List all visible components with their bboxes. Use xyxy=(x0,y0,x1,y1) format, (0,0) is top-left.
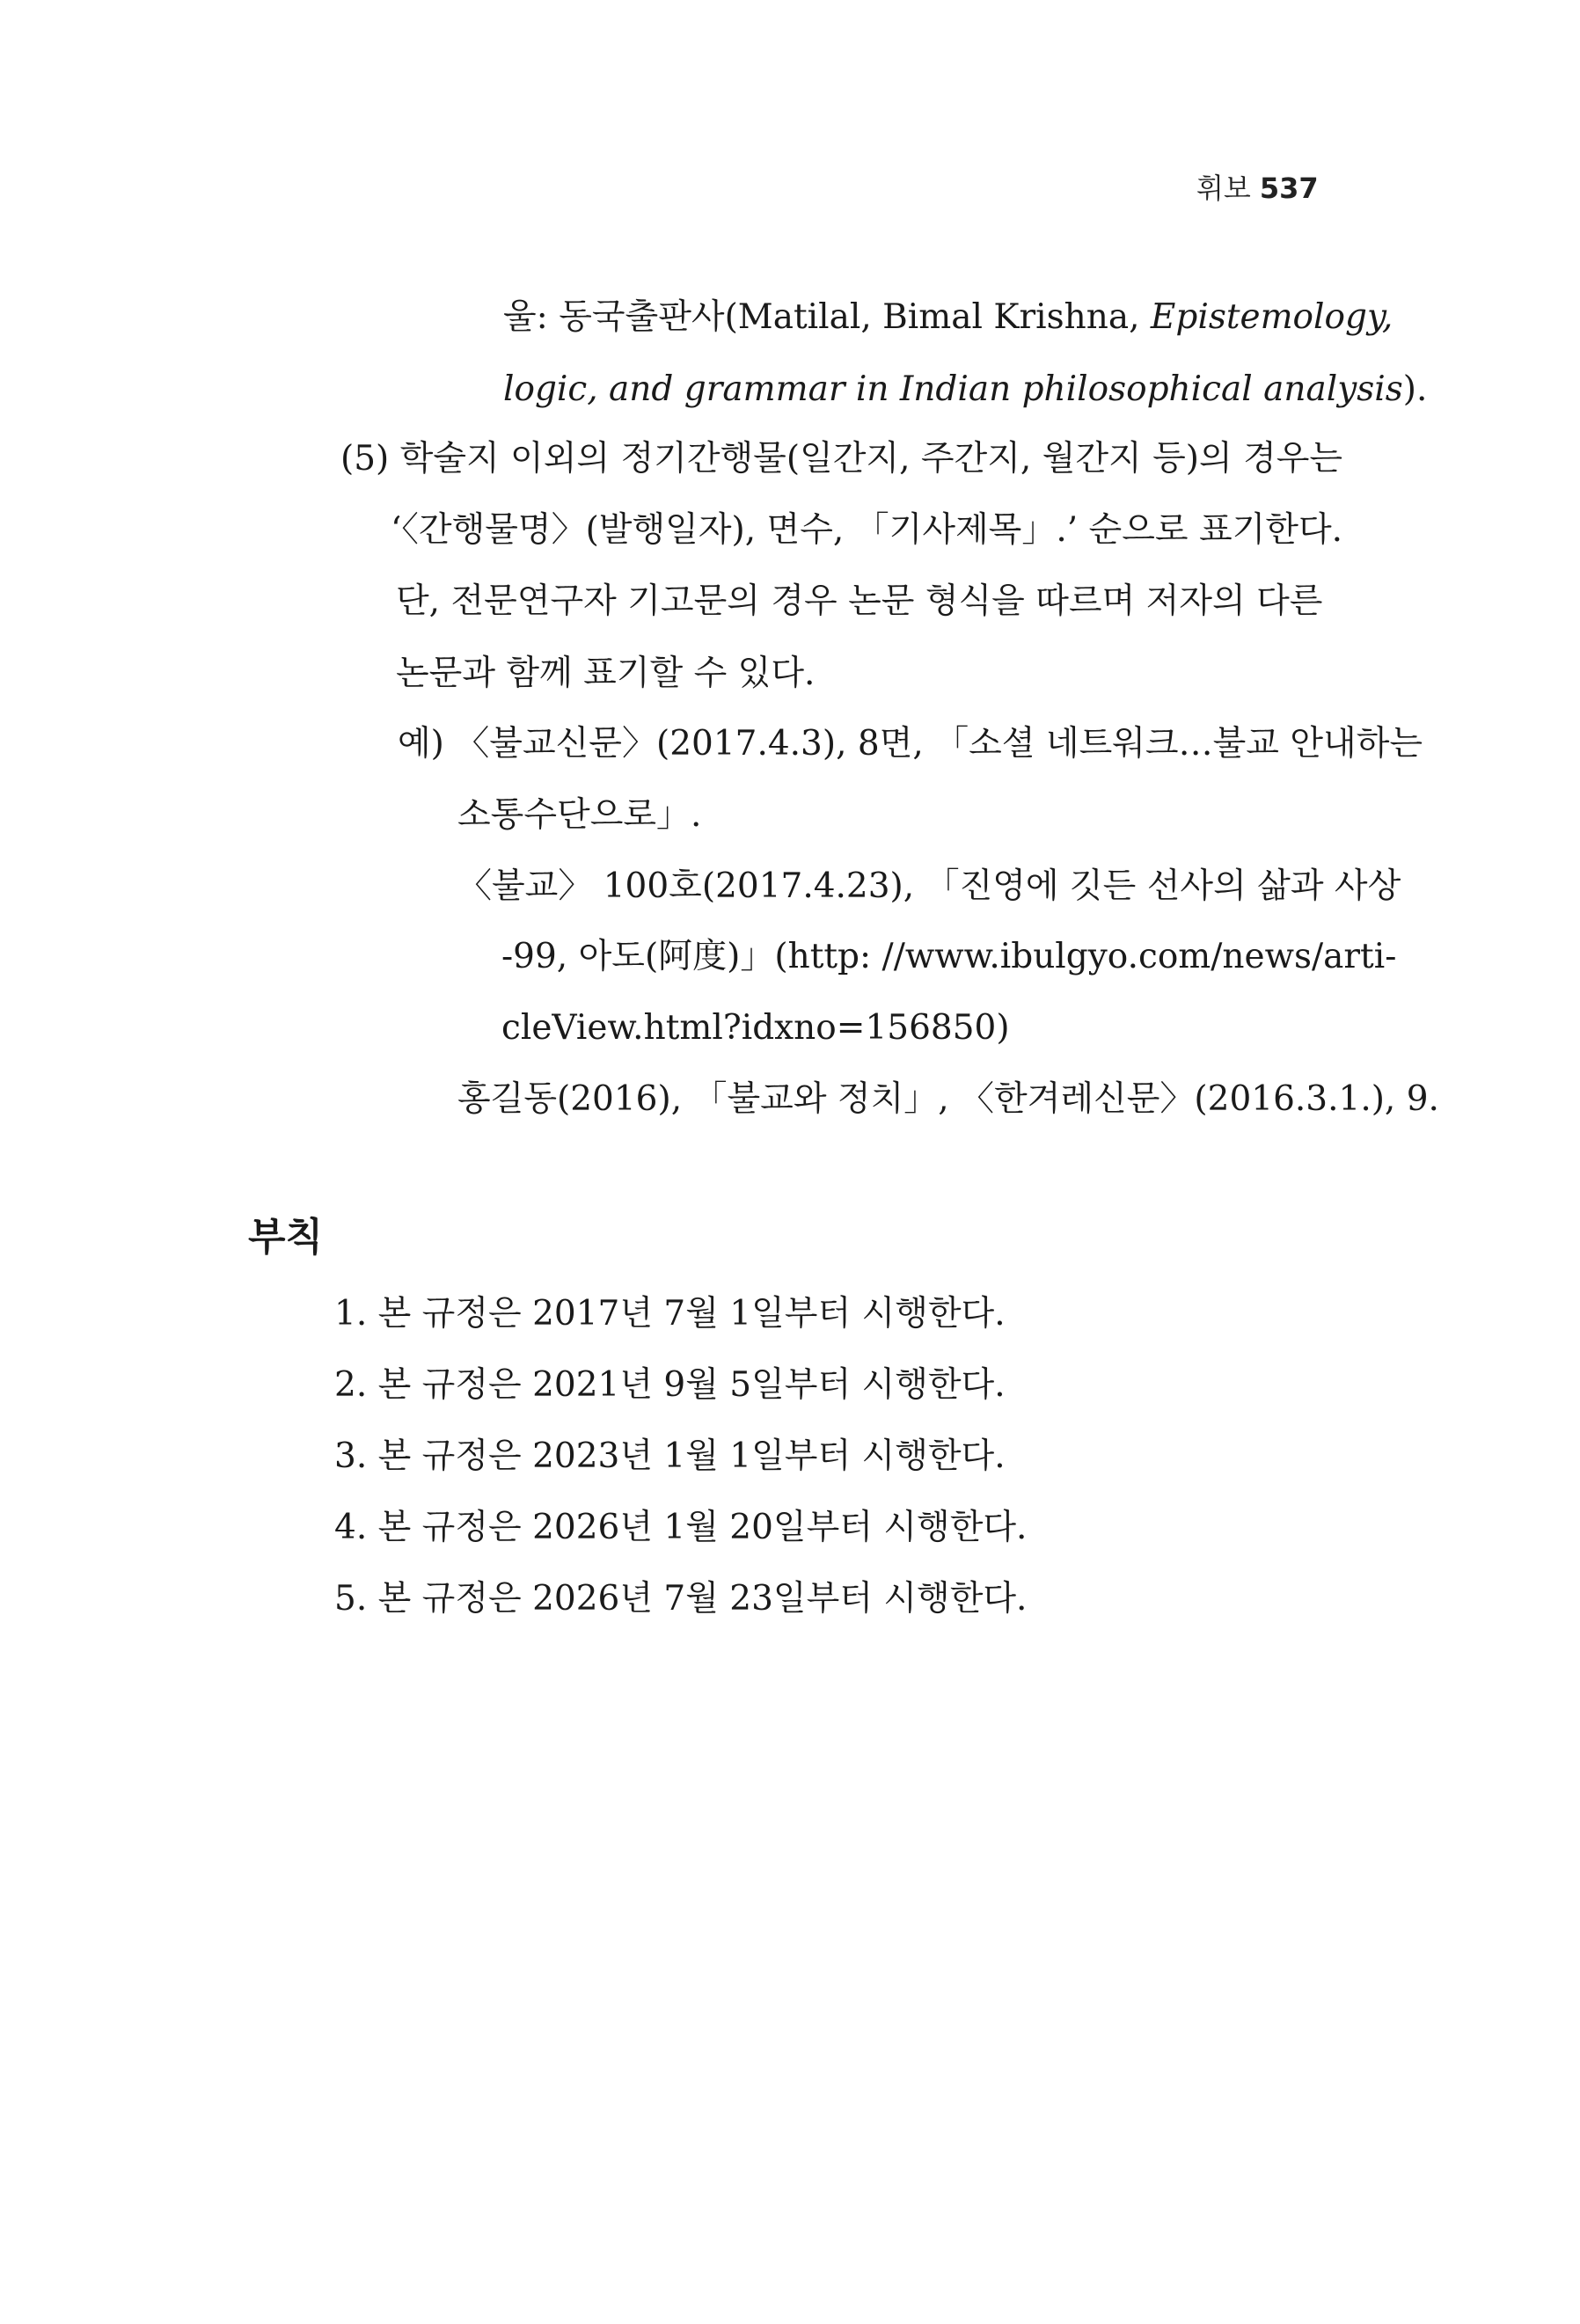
example-1-line2: 소통수단으로」. xyxy=(457,795,702,835)
appendix-heading: 부칙 xyxy=(248,1215,324,1260)
appendix-item: 5. 본 규정은 2026년 7월 23일부터 시행한다. xyxy=(334,1579,1028,1619)
appendix-item: 1. 본 규정은 2017년 7월 1일부터 시행한다. xyxy=(334,1294,1006,1334)
example-2-line1: 〈불교〉 100호(2017.4.23), 「진영에 깃든 선사의 삶과 사상 xyxy=(457,866,1401,906)
example-1-line1: 예) 〈불교신문〉(2017.4.3), 8면, 「소셜 네트워크…불교 안내하는 xyxy=(398,724,1423,764)
example-3-line1: 홍길동(2016), 「불교와 정치」, 〈한겨레신문〉(2016.3.1.), 9. xyxy=(457,1079,1439,1119)
rule-5-line3: 단, 전문연구자 기고문의 경우 논문 형식을 따르며 저자의 다른 xyxy=(396,581,1323,621)
rule-5-line1: (5) 학술지 이외의 정기간행물(일간지, 주간지, 월간지 등)의 경우는 xyxy=(340,439,1343,479)
appendix-item: 4. 본 규정은 2026년 1월 20일부터 시행한다. xyxy=(334,1508,1028,1547)
appendix-item: 2. 본 규정은 2021년 9월 5일부터 시행한다. xyxy=(334,1365,1006,1405)
reference-italic-title: Epistemology, xyxy=(1150,297,1393,337)
example-2-line2: -99, 아도(阿度)」(http: //www.ibulgyo.com/news/arti- xyxy=(501,937,1397,976)
reference-text: 울: 동국출판사(Matilal, Bimal Krishna, xyxy=(503,297,1151,337)
rule-5-line2: ‘〈간행물명〉(발행일자), 면수, 「기사제목」.’ 순으로 표기한다. xyxy=(391,510,1343,550)
reference-continuation-line2 xyxy=(503,369,1428,409)
rule-5-line4: 논문과 함께 표기할 수 있다. xyxy=(396,654,816,693)
appendix-item: 3. 본 규정은 2023년 1월 1일부터 시행한다. xyxy=(334,1436,1006,1476)
reference-text: ). xyxy=(1402,369,1428,409)
reference-continuation-line1 xyxy=(503,297,1393,337)
page-number: 537 xyxy=(1259,172,1319,205)
example-2-line3: cleView.html?idxno=156850) xyxy=(501,1008,1010,1048)
running-head-title: 휘보 xyxy=(1196,172,1251,205)
reference-italic-title: logic, and grammar in Indian philosophical analysis xyxy=(503,369,1403,409)
running-head xyxy=(1196,172,1319,205)
